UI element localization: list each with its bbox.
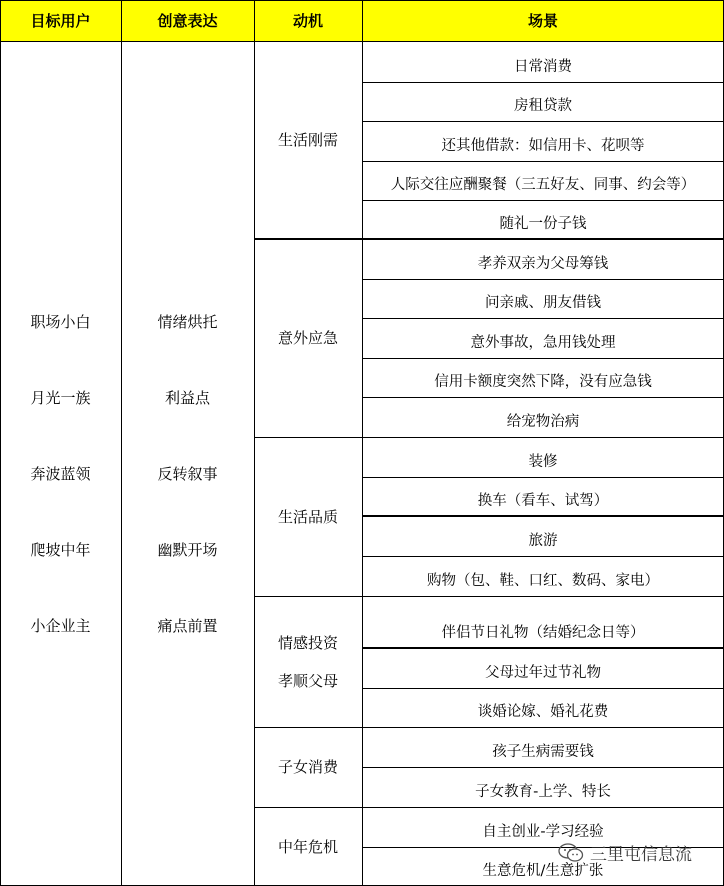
grid-line xyxy=(254,727,724,728)
grid-line xyxy=(362,0,363,886)
grid-line xyxy=(0,41,724,42)
creative-item: 情绪烘托 xyxy=(157,313,218,331)
creative-item: 痛点前置 xyxy=(157,617,218,635)
scene-cell: 购物（包、鞋、口红、数码、家电） xyxy=(427,573,659,589)
grid-line xyxy=(362,161,724,162)
grid-line xyxy=(362,515,724,517)
target-users-column xyxy=(0,41,121,886)
grid-line xyxy=(362,477,724,478)
scene-cell: 问亲戚、朋友借钱 xyxy=(485,295,601,311)
grid-line xyxy=(362,767,724,768)
creative-item: 反转叙事 xyxy=(157,465,218,483)
grid-line xyxy=(362,358,724,359)
motive-label: 孝顺父母 xyxy=(277,671,338,690)
motive-label: 生活刚需 xyxy=(277,131,338,149)
scene-cell: 换车（看车、试驾） xyxy=(477,493,609,509)
target-user: 爬坡中年 xyxy=(30,541,91,559)
header-motive: 动机 xyxy=(254,0,362,41)
grid-line xyxy=(362,121,724,122)
watermark-text: 三里屯信息流 xyxy=(590,845,692,865)
scene-cell: 生意危机/生意扩张 xyxy=(482,863,604,879)
scene-cell: 父母过年过节礼物 xyxy=(485,665,601,681)
scene-cell: 信用卡额度突然下降，没有应急钱 xyxy=(434,374,652,390)
motive-label: 生活品质 xyxy=(277,507,338,526)
grid-line xyxy=(254,0,255,886)
watermark xyxy=(558,840,692,865)
target-user: 月光一族 xyxy=(30,389,91,407)
grid-line xyxy=(362,556,724,557)
scene-cell: 随礼一份子钱 xyxy=(499,216,587,232)
motive-label: 意外应急 xyxy=(277,329,338,347)
scene-cell: 伴侣节日礼物（结婚纪念日等） xyxy=(441,625,645,641)
grid-line xyxy=(0,0,1,886)
scene-cell: 意外事故，急用钱处理 xyxy=(470,335,616,351)
scene-cell: 装修 xyxy=(528,454,558,470)
scene-cell: 日常消费 xyxy=(514,59,572,75)
grid-line xyxy=(0,0,724,1)
motive-label: 子女消费 xyxy=(277,758,338,776)
scene-cell: 人际交往应酬聚餐（三五好友、同事、约会等） xyxy=(390,177,696,193)
grid-line xyxy=(362,397,724,398)
header-scene: 场景 xyxy=(362,0,724,41)
grid-line xyxy=(362,82,724,83)
creative-column xyxy=(121,41,254,886)
scene-cell: 自主创业-学习经验 xyxy=(482,824,604,840)
motive-label: 中年危机 xyxy=(277,837,338,856)
header-creative-expression: 创意表达 xyxy=(121,0,254,41)
motive-cell xyxy=(254,239,362,437)
motive-cell xyxy=(254,41,362,239)
motive-cell xyxy=(254,437,362,596)
header-target-users: 目标用户 xyxy=(0,0,121,41)
scene-cell: 给宠物治病 xyxy=(506,414,580,430)
target-user: 职场小白 xyxy=(30,313,91,331)
motive-label: 情感投资 xyxy=(277,633,338,652)
target-user: 奔波蓝领 xyxy=(30,465,91,483)
scene-cell: 还其他借款：如信用卡、花呗等 xyxy=(441,138,645,154)
grid-line xyxy=(362,200,724,201)
target-user: 小企业主 xyxy=(30,617,91,635)
grid-line xyxy=(121,0,122,886)
motive-cell xyxy=(254,727,362,807)
grid-line xyxy=(254,437,724,438)
scene-cell: 房租贷款 xyxy=(514,98,572,114)
grid-line xyxy=(362,279,724,280)
scene-cell: 子女教育-上学、特长 xyxy=(475,784,611,800)
grid-line xyxy=(362,647,724,649)
wechat-icon xyxy=(558,843,584,863)
motive-cell xyxy=(254,807,362,886)
grid-line xyxy=(254,807,724,808)
grid-line xyxy=(362,688,724,689)
scene-cell: 孩子生病需要钱 xyxy=(492,744,594,760)
creative-item: 利益点 xyxy=(164,389,210,407)
grid-line xyxy=(254,238,724,240)
creative-item: 幽默开场 xyxy=(157,541,218,559)
grid-line xyxy=(254,596,724,597)
motive-cell xyxy=(254,596,362,727)
scene-cell: 谈婚论嫁、婚礼花费 xyxy=(477,704,609,720)
scene-cell: 孝养双亲为父母筹钱 xyxy=(477,256,609,272)
grid-line xyxy=(362,318,724,319)
scene-cell: 旅游 xyxy=(528,533,558,549)
